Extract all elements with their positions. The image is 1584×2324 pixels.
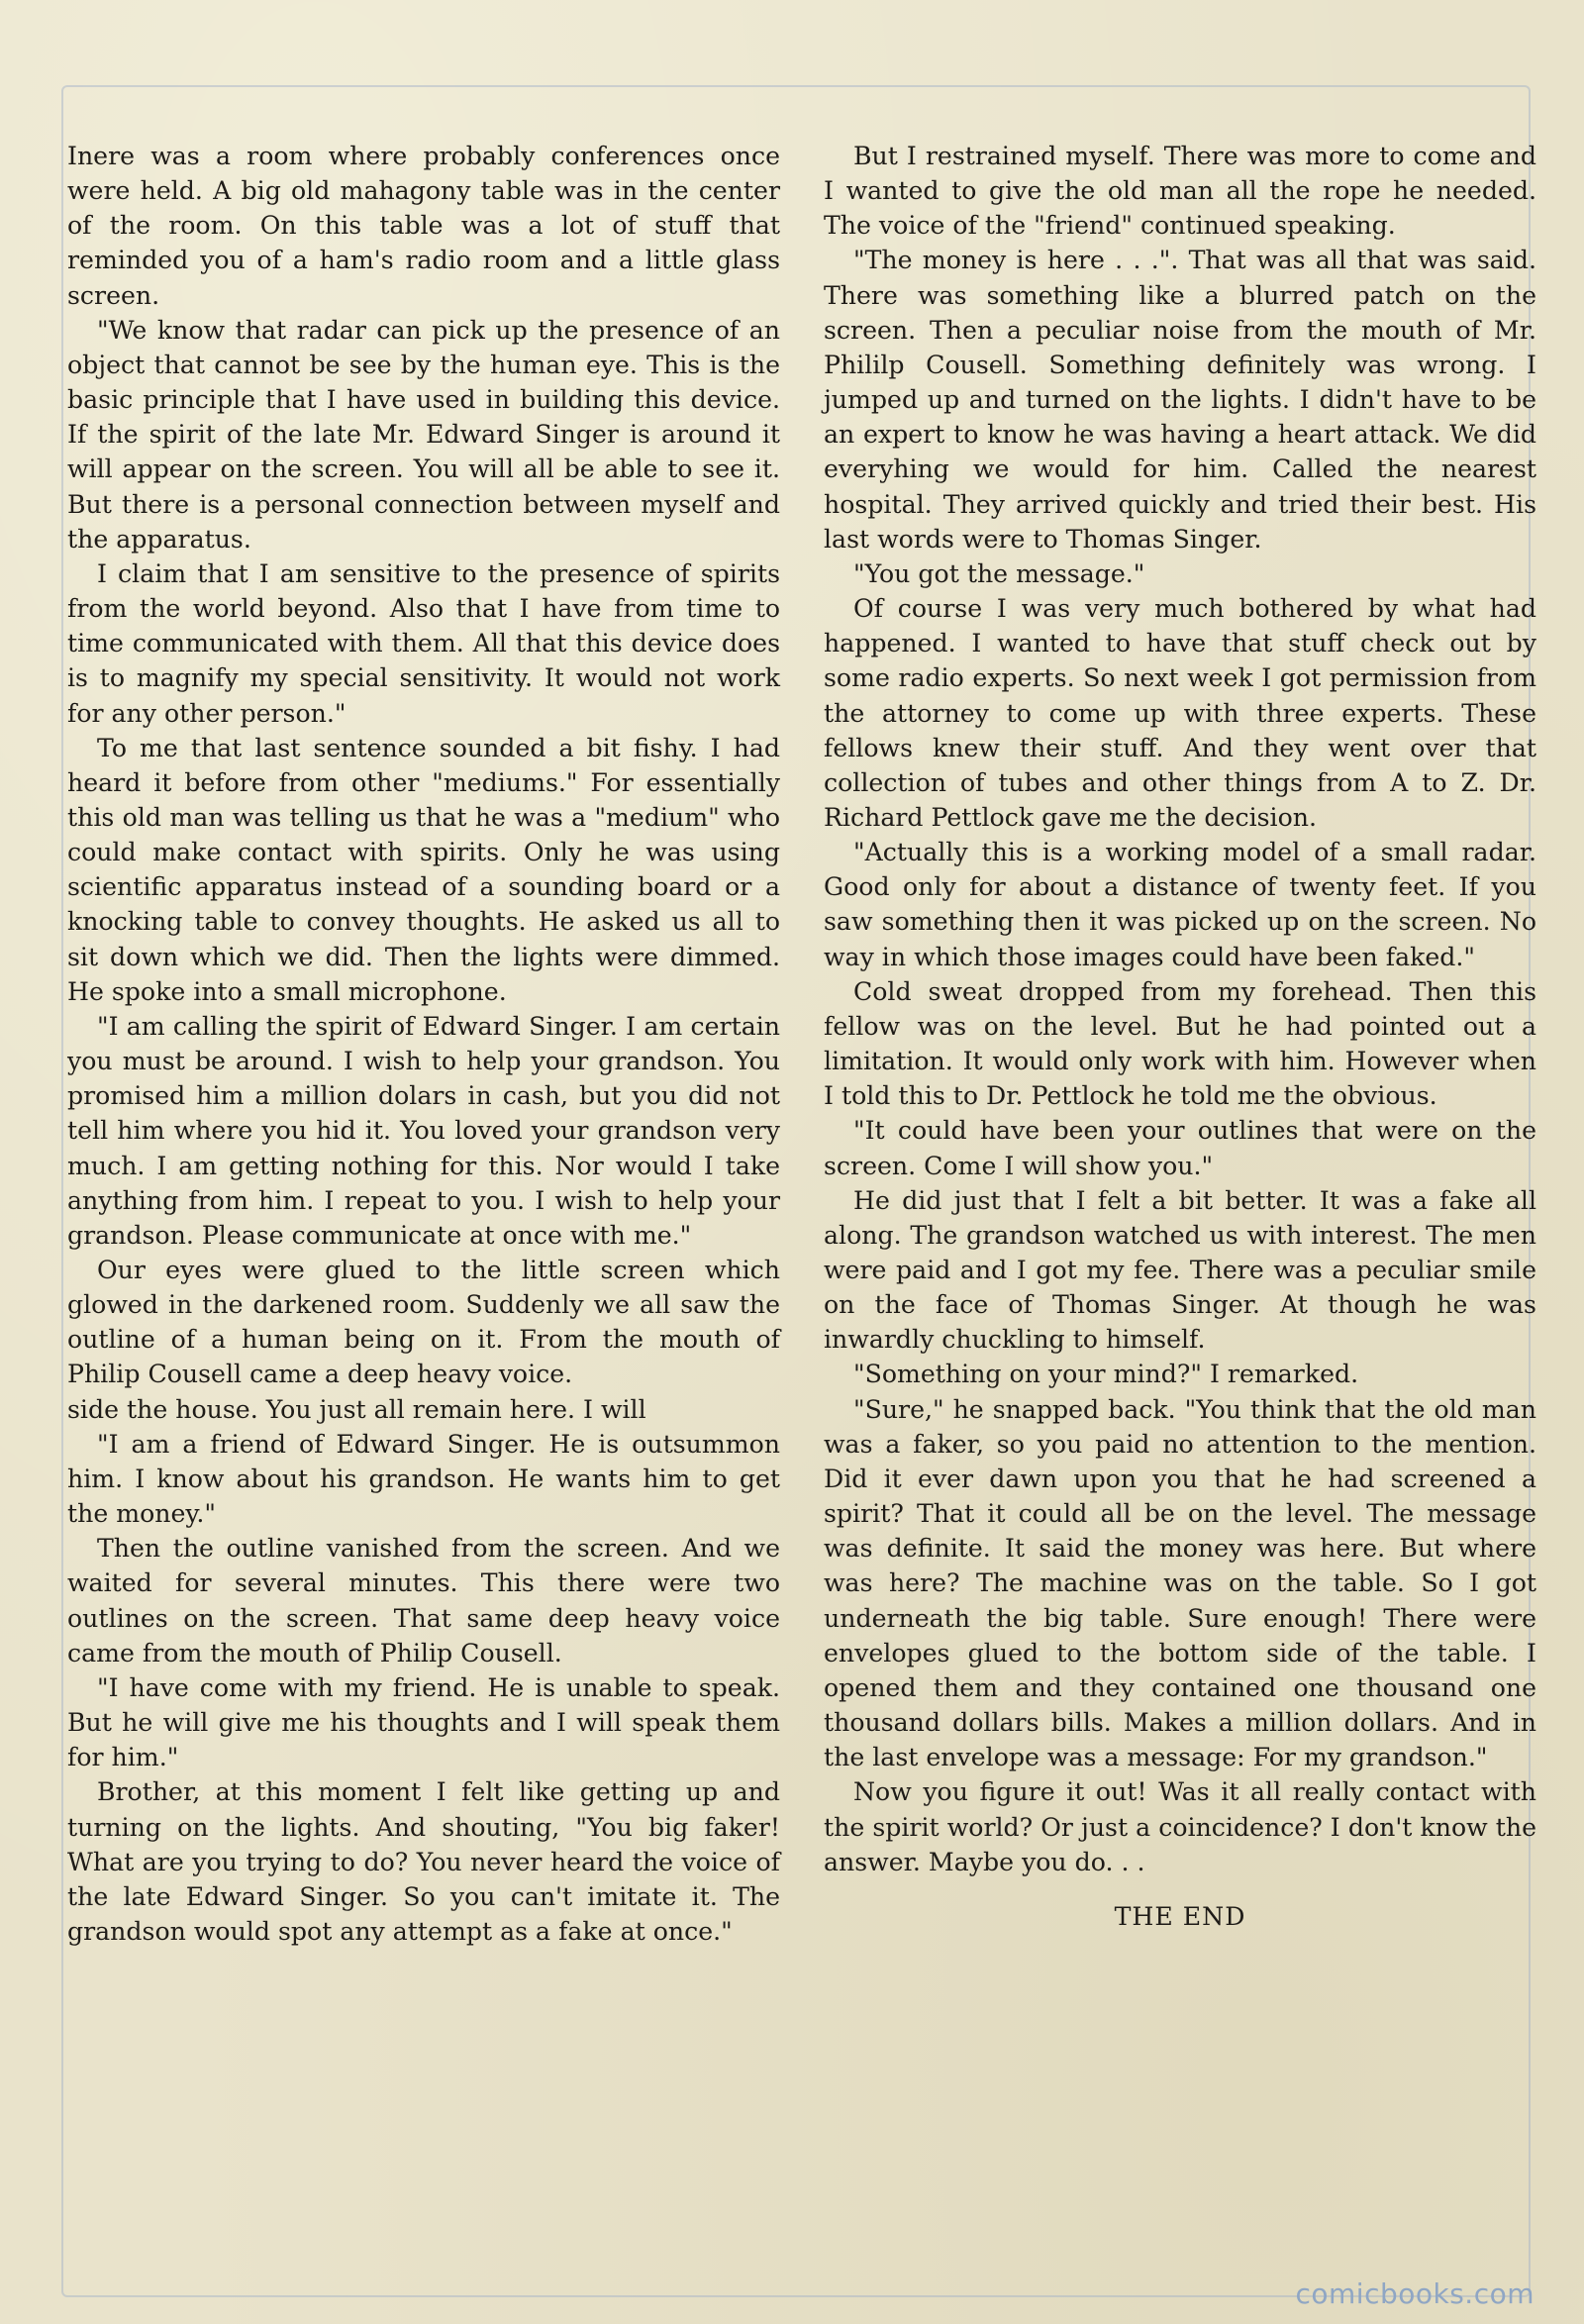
- paragraph: Cold sweat dropped from my forehead. Then this fellow was on the level. But he had pointed out a limitation. It would only work with him. However when I told this to Dr. Pettlock he told me the obvious.: [824, 976, 1536, 1111]
- paragraph: "You got the message.": [853, 558, 1145, 588]
- paragraph: "I have come with my friend. He is unable to speak. But he will give me his thoughts and I will speak them for him.": [67, 1672, 780, 1772]
- paragraph: Inere was a room where probably conferences once were held. A big old mahagony table was in the center of the room. On this table was a lot of stuff that reminded you of a ham's radio room and a little glass screen.: [67, 142, 780, 310]
- the-end-label: THE END: [1114, 1901, 1246, 1931]
- paragraph: Brother, at this moment I felt like getting up and turning on the lights. And shouting, "You big faker! What are you trying to do? You never heard the voice of the late Edward Singer. So you can't imitate it. The grandson would spot any attempt as a fake at once.": [67, 1777, 780, 1946]
- paragraph: Our eyes were glued to the little screen which glowed in the darkened room. Suddenly we all saw the outline of a human being on it. From the mouth of Philip Cousell came a deep heavy voice.: [67, 1256, 780, 1389]
- paragraph: Now you figure it out! Was it all really contact with the spirit world? Or just a coincidence? I don't know the answer. Maybe you do. . .: [824, 1777, 1536, 1876]
- paragraph: Then the outline vanished from the screen. And we waited for several minutes. This there were two outlines on the screen. That same deep heavy voice came from the mouth of Philip Cousell.: [67, 1534, 780, 1667]
- paragraph: I claim that I am sensitive to the presence of spirits from the world beyond. Also that I have from time to time communicated with them. All that this device does is to magnify my special sensitivity. It would not work for any other person.": [67, 558, 780, 728]
- right-column: [824, 139, 1536, 1934]
- watermark: comicbooks.com: [1295, 2277, 1534, 2310]
- paragraph: "The money is here . . .". That was all that was said. There was something like a blurred patch on the screen. Then a peculiar noise from the mouth of Mr. Phililp Cousell. Something definitely was wrong. I jumped up and turned on the lights. I didn't have to be an expert to know he was having a heart attack. We did everyhing we would for him. Called the nearest hospital. They arrived quickly and tried their best. His last words were to Thomas Singer.: [824, 246, 1536, 554]
- paragraph: side the house. You just all remain here. I will: [67, 1394, 646, 1424]
- paragraph: "Something on your mind?" I remarked.: [853, 1360, 1359, 1389]
- paragraph: He did just that I felt a bit better. It was a fake all along. The grandson watched us with interest. The men were paid and I got my fee. There was a peculiar smile on the face of Thomas Singer. At though he was inwardly chuckling to himself.: [824, 1185, 1536, 1355]
- paragraph: "We know that radar can pick up the presence of an object that cannot be see by the human eye. This is the basic principle that I have used in building this device. If the spirit of the late Mr. Edward Singer is around it will appear on the screen. You will all be able to see it. But there is a personal connection between myself and the apparatus.: [67, 315, 780, 554]
- paragraph: Of course I was very much bothered by what had happened. I wanted to have that stuff check out by some radio experts. So next week I got permission from the attorney to come up with three experts. These fellows knew their stuff. And they went over that collection of tubes and other things from A to Z. Dr. Richard Pettlock gave me the decision.: [824, 594, 1536, 832]
- left-column: [67, 139, 780, 1949]
- paragraph: "Actually this is a working model of a small radar. Good only for about a distance of twenty feet. If you saw something then it was picked up on the screen. No way in which those images could have been faked.": [824, 838, 1536, 971]
- paragraph: "I am a friend of Edward Singer. He is outsummon him. I know about his grandson. He wants him to get the money.": [67, 1429, 780, 1529]
- paragraph: "I am calling the spirit of Edward Singer. I am certain you must be around. I wish to help your grandson. You promised him a million dolars in cash, but you did not tell him where you hid it. You loved your grandson very much. I am getting nothing for this. Nor would I take anything from him. I repeat to you. I wish to help your grandson. Please communicate at once with me.": [67, 1011, 780, 1250]
- paragraph: "Sure," he snapped back. "You think that the old man was a faker, so you paid no attention to the mention. Did it ever dawn upon you that he had screened a spirit? That it could all be on the level. The message was definite. It said the money was here. But where was here? The machine was on the table. So I got underneath the big table. Sure enough! There were envelopes glued to the bottom side of the table. I opened them and they contained one thousand one thousand dollars bills. Makes a million dollars. And in the last envelope was a message: For my grandson.": [824, 1394, 1536, 1772]
- paragraph: "It could have been your outlines that were on the screen. Come I will show you.": [824, 1116, 1536, 1180]
- paragraph: But I restrained myself. There was more to come and I wanted to give the old man all the rope he needed. The voice of the "friend" continued speaking.: [824, 142, 1536, 241]
- paragraph: To me that last sentence sounded a bit fishy. I had heard it before from other "mediums." For essentially this old man was telling us that he was a "medium" who could make contact with spirits. Only he was using scientific apparatus instead of a sounding board or a knocking table to convey thoughts. He asked us all to sit down which we did. Then the lights were dimmed. He spoke into a small microphone.: [67, 733, 780, 1006]
